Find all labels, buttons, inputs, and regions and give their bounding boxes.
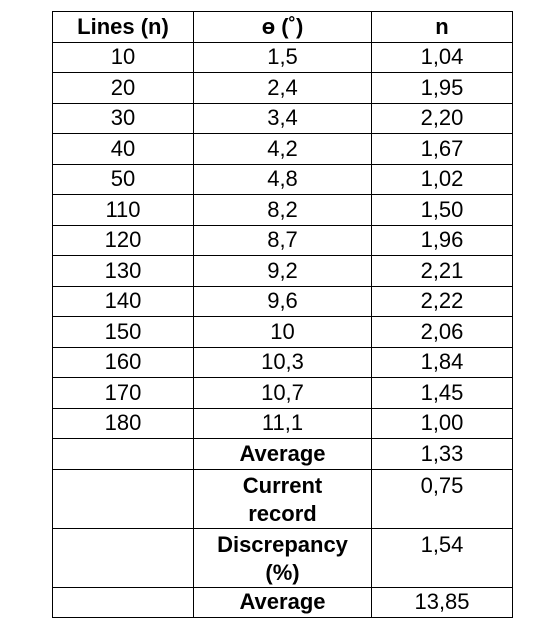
- cell-lines: 120: [53, 225, 194, 256]
- cell-theta: 10,3: [194, 347, 372, 378]
- table-row: [53, 73, 513, 104]
- cell-n: 1,02: [372, 164, 513, 195]
- cell-theta: 10: [194, 317, 372, 348]
- cell-n: 1,50: [372, 195, 513, 226]
- cell-n: 2,06: [372, 317, 513, 348]
- summary-label-current-record: [194, 469, 372, 528]
- header-row: [53, 12, 513, 43]
- cell-lines: 170: [53, 378, 194, 409]
- table-row: [53, 286, 513, 317]
- data-table: [52, 11, 513, 618]
- cell-lines: 40: [53, 134, 194, 165]
- cell-n: 1,84: [372, 347, 513, 378]
- cell-n: 1,96: [372, 225, 513, 256]
- cell-lines: 20: [53, 73, 194, 104]
- empty-cell: [53, 439, 194, 470]
- summary-row-discrepancy: [53, 528, 513, 587]
- header-n: n: [372, 12, 513, 43]
- summary-label-discrepancy: [194, 528, 372, 587]
- cell-theta: 2,4: [194, 73, 372, 104]
- cell-n: 1,04: [372, 42, 513, 73]
- summary-label-discrepancy-text: Discrepancy (%): [217, 531, 348, 585]
- cell-n: 2,20: [372, 103, 513, 134]
- empty-cell: [53, 587, 194, 618]
- empty-cell: [53, 528, 194, 587]
- cell-theta: 3,4: [194, 103, 372, 134]
- table-row: [53, 164, 513, 195]
- cell-theta: 4,2: [194, 134, 372, 165]
- header-theta: ɵ (˚): [194, 12, 372, 43]
- cell-n: 1,45: [372, 378, 513, 409]
- empty-cell: [53, 469, 194, 528]
- cell-n: 1,95: [372, 73, 513, 104]
- cell-n: 1,67: [372, 134, 513, 165]
- cell-theta: 8,7: [194, 225, 372, 256]
- cell-lines: 30: [53, 103, 194, 134]
- cell-theta: 9,2: [194, 256, 372, 287]
- table-row: [53, 103, 513, 134]
- cell-n: 2,22: [372, 286, 513, 317]
- table-row: [53, 408, 513, 439]
- cell-theta: 4,8: [194, 164, 372, 195]
- summary-row-current-record: [53, 469, 513, 528]
- summary-label-current-record-text: Current record: [242, 472, 323, 526]
- summary-label-average-2: Average: [194, 587, 372, 618]
- cell-lines: 160: [53, 347, 194, 378]
- cell-lines: 140: [53, 286, 194, 317]
- summary-value-discrepancy: [372, 528, 513, 587]
- cell-lines: 180: [53, 408, 194, 439]
- table-row: [53, 347, 513, 378]
- table-row: [53, 256, 513, 287]
- cell-lines: 130: [53, 256, 194, 287]
- table-row: [53, 225, 513, 256]
- summary-value-average: 1,33: [372, 439, 513, 470]
- summary-value-average-2: 13,85: [372, 587, 513, 618]
- cell-n: 2,21: [372, 256, 513, 287]
- summary-label-average: Average: [194, 439, 372, 470]
- cell-lines: 10: [53, 42, 194, 73]
- table-row: [53, 317, 513, 348]
- cell-theta: 9,6: [194, 286, 372, 317]
- summary-value-discrepancy-text: 1,54: [420, 531, 464, 557]
- summary-row-average: [53, 439, 513, 470]
- cell-theta: 8,2: [194, 195, 372, 226]
- table-row: [53, 195, 513, 226]
- cell-lines: 50: [53, 164, 194, 195]
- cell-theta: 1,5: [194, 42, 372, 73]
- summary-row-average-2: [53, 587, 513, 618]
- cell-lines: 110: [53, 195, 194, 226]
- cell-theta: 11,1: [194, 408, 372, 439]
- cell-theta: 10,7: [194, 378, 372, 409]
- cell-n: 1,00: [372, 408, 513, 439]
- table-row: [53, 378, 513, 409]
- header-lines: Lines (n): [53, 12, 194, 43]
- table-row: [53, 134, 513, 165]
- cell-lines: 150: [53, 317, 194, 348]
- table-row: [53, 42, 513, 73]
- summary-value-current-record-text: 0,75: [420, 472, 464, 498]
- summary-value-current-record: [372, 469, 513, 528]
